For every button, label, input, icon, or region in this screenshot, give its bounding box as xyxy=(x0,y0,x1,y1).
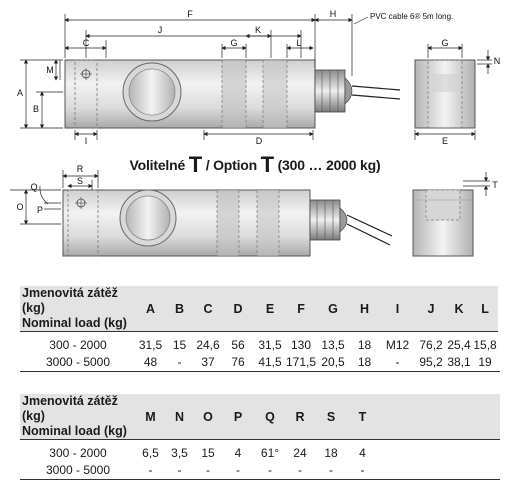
dim-label-T: T xyxy=(492,180,498,190)
option-title-prefix: Volitelné xyxy=(129,157,189,173)
dim-label-S-2: S xyxy=(76,176,84,186)
load-cell-end-view xyxy=(415,44,492,140)
value-cell: - xyxy=(177,354,182,369)
value-cell: 20,5 xyxy=(321,354,345,369)
value-cell: - xyxy=(148,462,153,477)
table-1-header-en: Nominal load (kg) xyxy=(22,316,127,330)
value-cell: - xyxy=(395,354,400,369)
table-1-col-header: I xyxy=(379,286,416,332)
table-1-col-header: A xyxy=(136,286,165,332)
value-cell: 4 xyxy=(222,440,254,462)
table-1-header-row xyxy=(20,286,498,332)
value-cell: - xyxy=(236,462,240,477)
dim-label-F: F xyxy=(187,9,193,19)
value-cell: 171,5 xyxy=(286,354,317,369)
value-cell: - xyxy=(177,462,182,477)
load-cell: 300 - 2000 xyxy=(20,332,136,354)
value-cell: 18 xyxy=(350,332,379,354)
load-cell-front-view xyxy=(65,60,400,128)
table-2-col-header: O xyxy=(194,394,222,440)
table-2-load-header xyxy=(20,394,136,440)
empty-cell xyxy=(377,440,500,462)
value-cell: 4 xyxy=(348,440,377,462)
table-1-col-header: B xyxy=(165,286,194,332)
table-1-col-header: L xyxy=(472,286,498,332)
dim-label-M: M xyxy=(46,65,54,75)
table-2-bottom-rule xyxy=(20,479,500,480)
table-1-col-header: H xyxy=(350,286,379,332)
value-cell: 95,2 xyxy=(419,354,443,369)
cable-note: PVC cable 6® 5m long. xyxy=(370,12,454,21)
table-row xyxy=(20,353,498,370)
dim-label-H: H xyxy=(329,9,337,19)
option-t-front-view xyxy=(63,190,392,256)
dim-label-E: E xyxy=(441,136,449,146)
option-title-letter-2: T xyxy=(260,152,274,177)
value-cell: 6,5 xyxy=(136,440,165,462)
option-title-letter-1: T xyxy=(188,152,202,177)
dim-label-R-2: R xyxy=(76,164,84,174)
value-cell: 56 xyxy=(222,332,254,354)
value-cell: 18 xyxy=(357,354,372,369)
table-2-header-cz: Jmenovitá zátěž (kg) xyxy=(22,394,118,423)
option-title-suffix: (300 … 2000 kg) xyxy=(273,157,381,173)
table-2-header-en: Nominal load (kg) xyxy=(22,424,127,438)
dim-label-K: K xyxy=(254,25,262,35)
value-cell: - xyxy=(360,462,365,477)
table-2-col-header: T xyxy=(348,394,377,440)
value-cell: 37 xyxy=(201,354,215,369)
load-cell: 3000 - 5000 xyxy=(45,354,111,369)
table-1-header-cz: Jmenovitá zátěž (kg) xyxy=(22,286,118,315)
table-2-col-header: R xyxy=(286,394,314,440)
table-2-col-header: N xyxy=(165,394,194,440)
table-1-col-header: G xyxy=(316,286,350,332)
load-cell: 3000 - 5000 xyxy=(45,462,111,477)
value-cell: 61° xyxy=(254,440,286,462)
value-cell: 3,5 xyxy=(165,440,194,462)
value-cell: 15 xyxy=(165,332,194,354)
value-cell: 24 xyxy=(286,440,314,462)
empty-cell xyxy=(377,461,500,478)
dim-label-G: G xyxy=(230,38,238,48)
dim-label-L: L xyxy=(296,38,302,48)
table-1-bottom-rule xyxy=(20,371,500,372)
value-cell: - xyxy=(206,462,210,477)
table-1-col-header: J xyxy=(416,286,446,332)
dimensions-table-1 xyxy=(20,286,498,370)
table-1-col-header: D xyxy=(222,286,254,332)
table-2-col-header: M xyxy=(136,394,165,440)
value-cell: 25,4 xyxy=(446,332,472,354)
table-1-col-header: E xyxy=(254,286,286,332)
option-title xyxy=(0,152,510,178)
option-t-end-view xyxy=(413,190,473,256)
dim-label-O: O xyxy=(16,202,24,212)
value-cell: - xyxy=(329,462,333,477)
value-cell: 13,5 xyxy=(316,332,350,354)
value-cell: 48 xyxy=(143,354,158,369)
table-2-header-filler xyxy=(377,394,500,440)
table-1-col-header: F xyxy=(286,286,316,332)
dim-label-I: I xyxy=(84,136,88,146)
table-1-load-header xyxy=(20,286,136,332)
table-row xyxy=(20,440,500,462)
dim-label-P-2: P xyxy=(36,205,44,215)
table-row xyxy=(20,461,500,478)
table-2-col-header: Q xyxy=(254,394,286,440)
dim-label-B: B xyxy=(32,104,40,114)
value-cell: 76,2 xyxy=(416,332,446,354)
dim-label-G-end: G xyxy=(441,38,449,48)
table-1-col-header: C xyxy=(194,286,222,332)
dim-label-A: A xyxy=(16,88,24,98)
value-cell: - xyxy=(268,462,272,477)
option-title-middle: / Option xyxy=(202,157,261,173)
value-cell: M12 xyxy=(379,332,416,354)
value-cell: 38,1 xyxy=(447,354,471,369)
table-2-header-row xyxy=(20,394,500,440)
value-cell: 18 xyxy=(314,440,348,462)
dim-label-D: D xyxy=(255,136,263,146)
dim-label-N: N xyxy=(493,56,501,66)
value-cell: 31,5 xyxy=(136,332,165,354)
value-cell: - xyxy=(298,462,302,477)
load-cell: 300 - 2000 xyxy=(20,440,136,462)
value-cell: 41,5 xyxy=(258,354,282,369)
value-cell: 15,8 xyxy=(472,332,498,354)
table-1-col-header: K xyxy=(446,286,472,332)
table-2-col-header: P xyxy=(222,394,254,440)
dim-label-C: C xyxy=(82,38,90,48)
value-cell: 130 xyxy=(286,332,316,354)
dim-label-Q-2: Q xyxy=(30,182,38,192)
value-cell: 19 xyxy=(478,354,492,369)
dimensions-table-2 xyxy=(20,394,500,478)
table-row xyxy=(20,332,498,354)
dim-label-J: J xyxy=(157,25,163,35)
value-cell: 15 xyxy=(194,440,222,462)
table-2-col-header: S xyxy=(314,394,348,440)
cable-note-leader xyxy=(354,17,368,24)
value-cell: 31,5 xyxy=(254,332,286,354)
value-cell: 76 xyxy=(231,354,245,369)
value-cell: 24,6 xyxy=(194,332,222,354)
